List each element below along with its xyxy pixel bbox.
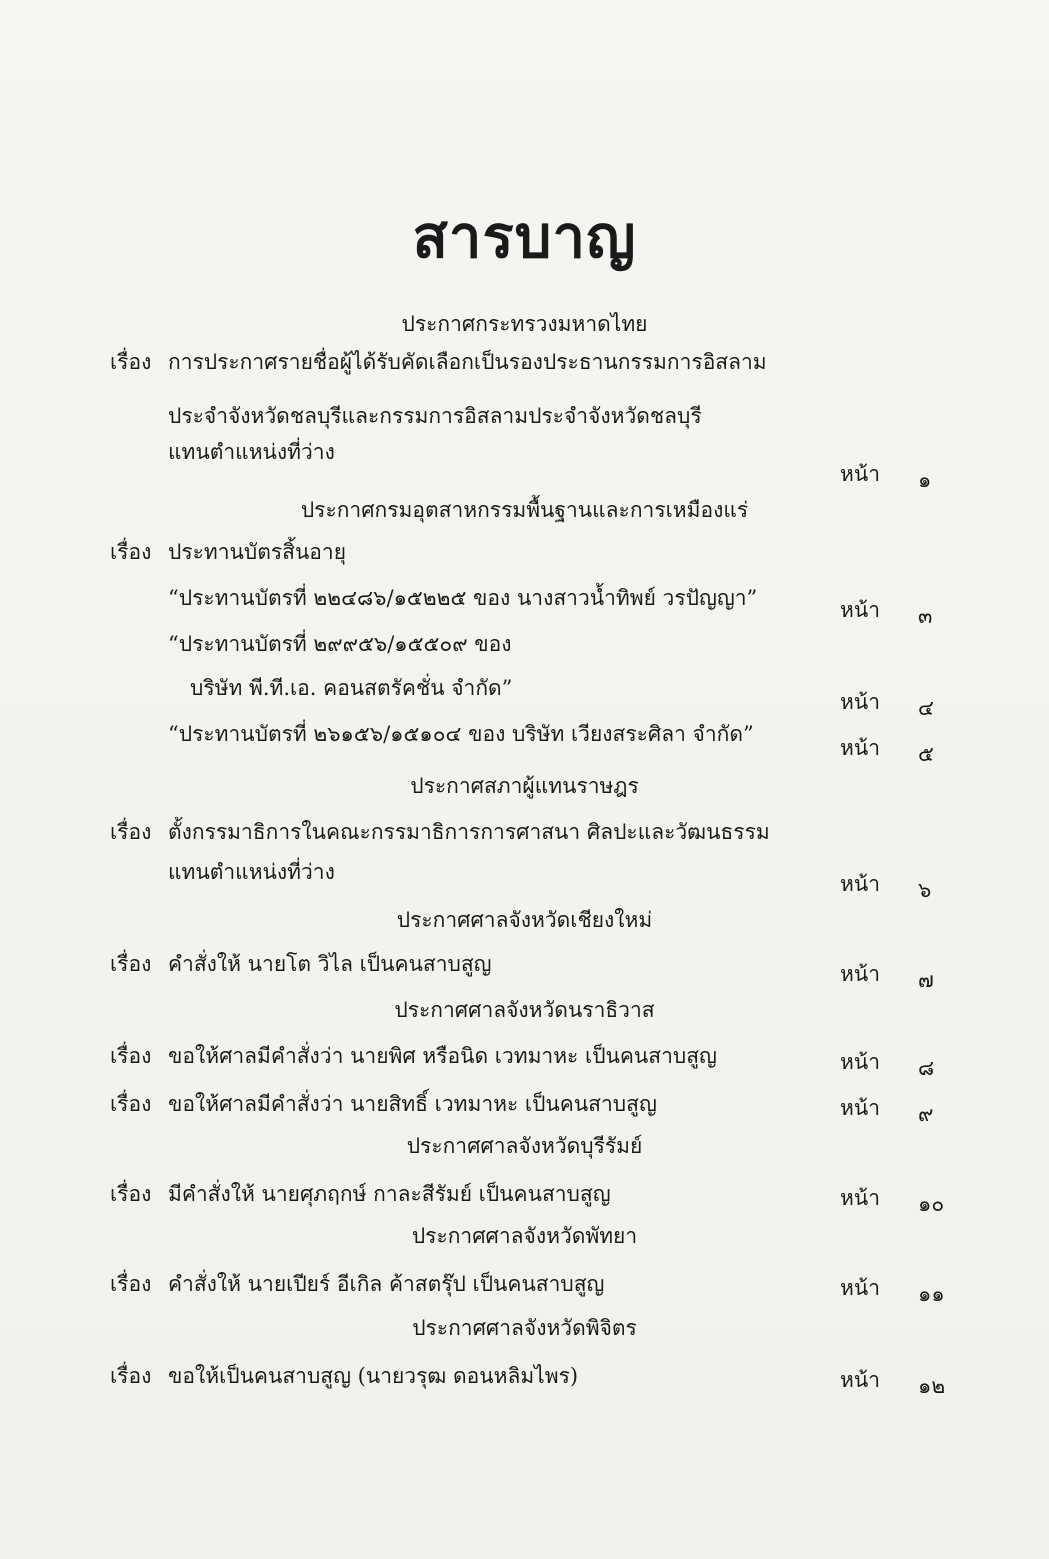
page-label: หน้า — [840, 962, 880, 986]
page-label: หน้า — [840, 1368, 880, 1392]
subject-label: เรื่อง — [110, 820, 152, 844]
subject-label: เรื่อง — [110, 350, 152, 374]
page-label: หน้า — [840, 1186, 880, 1210]
page-title: สารบาญ — [412, 203, 637, 271]
page-number: ๑ — [918, 468, 932, 492]
subject-label: เรื่อง — [110, 1364, 152, 1388]
entry-text: แทนตำแหน่งที่ว่าง — [168, 440, 335, 464]
entry-text: บริษัท พี.ที.เอ. คอนสตรัคชั่น จำกัด” — [190, 676, 513, 700]
page-number: ๑๐ — [918, 1192, 945, 1216]
page-label: หน้า — [840, 598, 880, 622]
section-heading: ประกาศศาลจังหวัดพัทยา — [411, 1224, 638, 1248]
entry-text: ประทานบัตรสิ้นอายุ — [168, 540, 347, 564]
page-label: หน้า — [840, 1050, 880, 1074]
entry-text: คำสั่งให้ นายโต วิไล เป็นคนสาบสูญ — [168, 952, 492, 976]
entry-text: คำสั่งให้ นายเปียร์ อีเกิล ค้าสตรุ๊ป เป็นคนสาบสูญ — [168, 1272, 605, 1296]
entry-text: ขอให้เป็นคนสาบสูญ (นายวรุฒ ดอนหลิมไพร) — [168, 1364, 579, 1388]
subject-label: เรื่อง — [110, 1182, 152, 1206]
entry-text: แทนตำแหน่งที่ว่าง — [168, 860, 335, 884]
entry-text: “ประทานบัตรที่ ๒๒๔๘๖/๑๕๒๒๕ ของ นางสาวน้ำทิพย์ วรปัญญา” — [168, 586, 758, 610]
section-heading: ประกาศศาลจังหวัดบุรีรัมย์ — [406, 1134, 643, 1158]
entry-text: การประกาศรายชื่อผู้ได้รับคัดเลือกเป็นรองประธานกรรมการอิสลาม — [168, 350, 767, 374]
page-label: หน้า — [840, 1276, 880, 1300]
entry-text: ตั้งกรรมาธิการในคณะกรรมาธิการการศาสนา ศิลปะและวัฒนธรรม — [168, 820, 770, 844]
page-number: ๖ — [918, 878, 932, 902]
page-label: หน้า — [840, 690, 880, 714]
page-number: ๑๒ — [918, 1374, 946, 1398]
section-heading: ประกาศศาลจังหวัดนราธิวาส — [394, 998, 655, 1022]
entry-text: ขอให้ศาลมีคำสั่งว่า นายสิทธิ์ เวทมาหะ เป็นคนสาบสูญ — [168, 1092, 657, 1116]
subject-label: เรื่อง — [110, 540, 152, 564]
section-heading: ประกาศศาลจังหวัดเชียงใหม่ — [396, 908, 653, 932]
page-label: หน้า — [840, 872, 880, 896]
subject-label: เรื่อง — [110, 1044, 152, 1068]
page-number: ๓ — [918, 604, 933, 628]
entry-text: “ประทานบัตรที่ ๒๖๑๕๖/๑๕๑๐๔ ของ บริษัท เวียงสระศิลา จำกัด” — [168, 722, 754, 746]
subject-label: เรื่อง — [110, 952, 152, 976]
page-number: ๗ — [918, 968, 934, 992]
subject-label: เรื่อง — [110, 1272, 152, 1296]
page-label: หน้า — [840, 462, 880, 486]
page-label: หน้า — [840, 736, 880, 760]
section-heading: ประกาศกระทรวงมหาดไทย — [401, 312, 648, 336]
section-heading: ประกาศสภาผู้แทนราษฎร — [410, 774, 639, 798]
entry-text: ขอให้ศาลมีคำสั่งว่า นายพิศ หรือนิด เวทมาหะ เป็นคนสาบสูญ — [168, 1044, 717, 1068]
entry-text: มีคำสั่งให้ นายศุภฤกษ์ กาละสีรัมย์ เป็นคนสาบสูญ — [168, 1182, 611, 1206]
section-heading: ประกาศศาลจังหวัดพิจิตร — [412, 1316, 637, 1340]
page-number: ๘ — [918, 1056, 935, 1080]
section-heading: ประกาศกรมอุตสาหกรรมพื้นฐานและการเหมืองแร่ — [300, 498, 749, 522]
page-number: ๕ — [918, 742, 934, 766]
page-number: ๙ — [918, 1102, 934, 1126]
entry-text: ประจำจังหวัดชลบุรีและกรรมการอิสลามประจำจังหวัดชลบุรี — [168, 404, 702, 428]
page-number: ๔ — [918, 696, 934, 720]
page-number: ๑๑ — [918, 1282, 945, 1306]
subject-label: เรื่อง — [110, 1092, 152, 1116]
entry-text: “ประทานบัตรที่ ๒๙๙๕๖/๑๕๕๐๙ ของ — [168, 632, 512, 656]
page-label: หน้า — [840, 1096, 880, 1120]
